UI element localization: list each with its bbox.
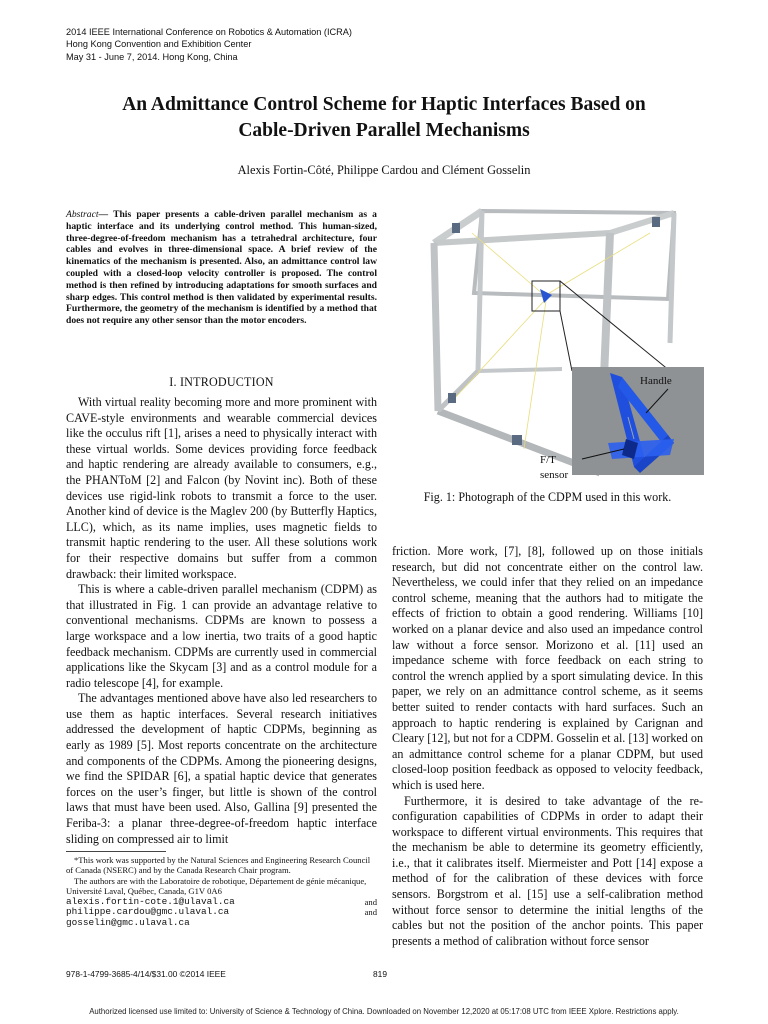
footnote-rule <box>66 851 166 852</box>
abstract-separator: — <box>98 209 114 220</box>
footer-isbn: 978-1-4799-3685-4/14/$31.00 ©2014 IEEE <box>66 969 226 979</box>
figure-label-ft: F/T <box>540 454 556 466</box>
abstract-label: Abstract <box>66 209 99 220</box>
cdpm-photograph <box>412 203 704 479</box>
abstract <box>66 209 377 327</box>
page-number: 819 <box>373 969 387 979</box>
footnote-affiliation: The authors are with the Laboratoire de robotique, Département de génie mécanique, Université Laval, Québec, Canada, G1V 0A6 <box>66 875 367 897</box>
figure-label-handle: Handle <box>640 375 672 387</box>
paragraph: Furthermore, it is desired to take advantage of the re-configuration capabilities of CDPMs in order to adapt their workspace to different virtual environments. This requires that the mechanism be able to determine its geometry efficiently, i.e., that it calibrates itself. Miermeister and Pott [14] expose a method of for the calibration of these devices with force sensors. Borgstrom et al. [15] use a self-calibration method without force sensor to determine the initial lengths of the cables but not the position of the anchor points. This paper presents a method of calibration without force sensor <box>392 793 703 948</box>
email-link[interactable]: alexis.fortin-cote.1@ulaval.ca <box>66 895 235 907</box>
email-row <box>66 918 377 929</box>
paper-title <box>60 92 708 144</box>
email-and: and <box>364 907 377 918</box>
paragraph: friction. More work, [7], [8], followed up on those initials research, but did not concentrate either on the control law. Nevertheless, we could infer that they relied on an impedance control scheme, meaning that the authors had to mitigate the effects of friction to obtain a good rendering. Williams [10] worked on a planar device and also used an impedance control law without a force sensor. Morizono et al. [11] used an impedance scheme with force feedback on each string to control the wrench applied by a sport simulating device. In this paper, we rely on an admittance control scheme, as it seems better suited to render contacts with hard surfaces. Such an approach to haptic rendering is explained by Carignan and Cleary [12], but not for a CDPM. Gosselin et al. [13] worked on an admittance control scheme for a planar CDPM, but used closed-loop position feedback as opposed to velocity feedback, which is used here. <box>392 544 703 792</box>
right-column-body <box>392 544 703 949</box>
title-line-2: Cable-Driven Parallel Mechanisms <box>238 120 530 141</box>
license-notice: Authorized licensed use limited to: University of Science & Technology of China. Downloaded on November 12,2020 at 05:17:08 UTC from IEEE Xplore. Restrictions apply. <box>89 1007 679 1016</box>
email-and: and <box>364 896 377 907</box>
abstract-text: This paper presents a cable-driven parallel mechanism as a haptic interface and its underlying control method. This human-sized, three-degree-of-freedom mechanism has a tetrahedral architecture, four cables and evolves in three-dimensional space. A brief review of the kinematics of the mechanism is presented. Also, an admittance control law coupled with a closed-loop velocity controller is proposed. The control method is then refined by introducing adaptations for smooth surfaces and sharp edges. This control method is then validated by experimental results. Furthermore, the geometry of the mechanism is identified by a method that does not require any other sensor than the motor encoders. <box>66 209 377 327</box>
figure-caption: Fig. 1: Photograph of the CDPM used in this work. <box>423 490 672 504</box>
section-heading-introduction: I. INTRODUCTION <box>169 375 274 389</box>
paragraph: The advantages mentioned above have also led researchers to use them as haptic interfaces. Several research initiatives addressed the development of haptic CDPMs, beginning as early as 1989 [5]. Most reports concentrate on the architecture and components of the CDPMs. Among the pioneering designs, we find the SPIDAR [6], a spatial haptic device that generates forces on the user’s finger, but little is shown of the control laws that must have been used. Also, Gallina [9] presented the Feriba-3: a planar three-degree-of-freedom haptic interface sliding on compressed air to limit <box>66 691 377 846</box>
conference-venue: Hong Kong Convention and Exhibition Center <box>66 39 252 50</box>
title-line-1: An Admittance Control Scheme for Haptic Interfaces Based on <box>122 94 646 115</box>
email-link[interactable]: gosselin@gmc.ulaval.ca <box>66 916 190 928</box>
conference-dates: May 31 - June 7, 2014. Hong Kong, China <box>66 51 238 62</box>
paragraph: With virtual reality becoming more and more prominent with CAVE-style environments and wearable commercial devices like the occulus rift [1], arises a need to physically interact with these virtual worlds. Some devices providing force feedback and haptic rendering are already available to consumers, e.g., the PHANToM [2] and Falcon (by Novint inc). Both of these devices use rigid-link robots to transmit a force to the user. Another kind of device is the Maglev 200 (by Butterfly Haptics, LLC), which, as its name implies, uses magnetic fields to transmit haptic rendering to the user. All these solutions work for their respective domains but suffer from a common drawback: their limited workspace. <box>66 395 377 581</box>
email-link[interactable]: philippe.cardou@gmc.ulaval.ca <box>66 906 230 918</box>
conference-header <box>66 26 352 63</box>
authors: Alexis Fortin-Côté, Philippe Cardou and Clément Gosselin <box>237 163 531 177</box>
figure-1 <box>412 203 704 479</box>
footnotes <box>66 855 377 928</box>
figure-label-sensor: sensor <box>540 469 569 481</box>
footnote-support: *This work was supported by the Natural Sciences and Engineering Research Council of Canada (NSERC) and by the Canada Research Chair program. <box>66 855 371 876</box>
left-column-body <box>66 395 377 847</box>
conference-name: 2014 IEEE International Conference on Robotics & Automation (ICRA) <box>66 27 352 37</box>
paragraph: This is where a cable-driven parallel mechanism (CDPM) as that illustrated in Fig. 1 can provide an advantage relative to conventional mechanisms. CDPMs are known to possess a large workspace and a low inertia, two traits of a good haptic feedback mechanism. CDPMs are currently used in commercial applications like the Skycam [3] and as a control module for a radio telescope [4], for example. <box>66 582 377 690</box>
